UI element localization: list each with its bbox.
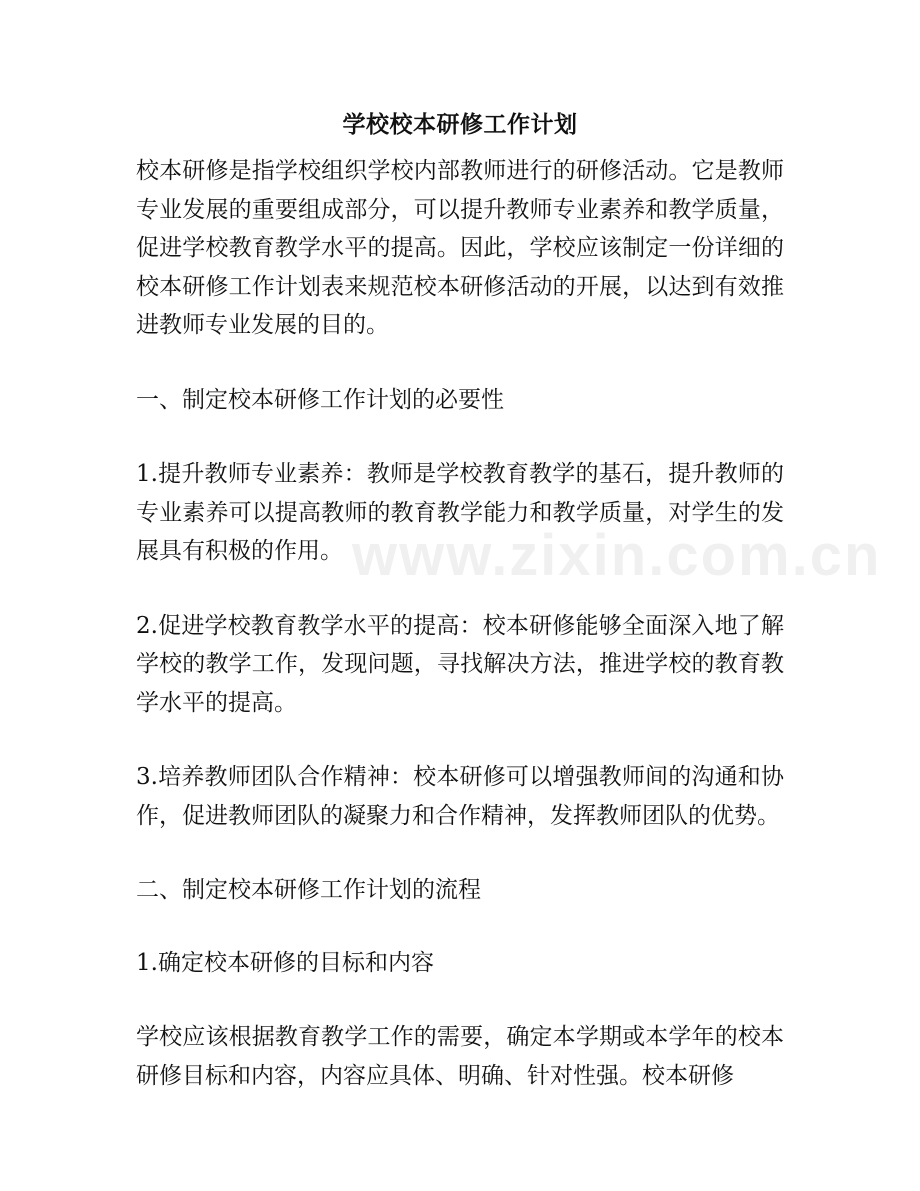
section-heading-1: 一、制定校本研修工作计划的必要性 (136, 386, 504, 413)
intro-paragraph: 校本研修是指学校组织学校内部教师进行的研修活动。它是教师专业发展的重要组成部分，可以提升教师专业素养和教学质量，促进学校教育教学水平的提高。因此，学校应该制定一份详细的校本研修工作计划表来规范校本研修活动的开展，以达到有效推进教师专业发展的目的。 (136, 158, 784, 338)
process-step-1-heading: 1.确定校本研修的目标和内容 (136, 949, 434, 976)
document-body (136, 104, 784, 1095)
watermark: www.zixin.com.cn (352, 523, 882, 588)
necessity-item-1: 1.提升教师专业素养：教师是学校教育教学的基石，提升教师的专业素养可以提高教师的教育教学能力和教学质量，对学生的发展具有积极的作用。 (136, 461, 784, 564)
necessity-item-2: 2.促进学校教育教学水平的提高：校本研修能够全面深入地了解学校的教学工作，发现问题，寻找解决方法，推进学校的教育教学水平的提高。 (136, 612, 784, 716)
document-title: 学校校本研修工作计划 (342, 111, 578, 138)
process-step-1-paragraph: 学校应该根据教育教学工作的需要，确定本学期或本学年的校本研修目标和内容，内容应具体、明确、针对性强。校本研修 (136, 1024, 784, 1089)
necessity-item-3: 3.培养教师团队合作精神：校本研修可以增强教师间的沟通和协作，促进教师团队的凝聚力和合作精神，发挥教师团队的优势。 (136, 764, 784, 829)
section-heading-2: 二、制定校本研修工作计划的流程 (136, 877, 481, 903)
